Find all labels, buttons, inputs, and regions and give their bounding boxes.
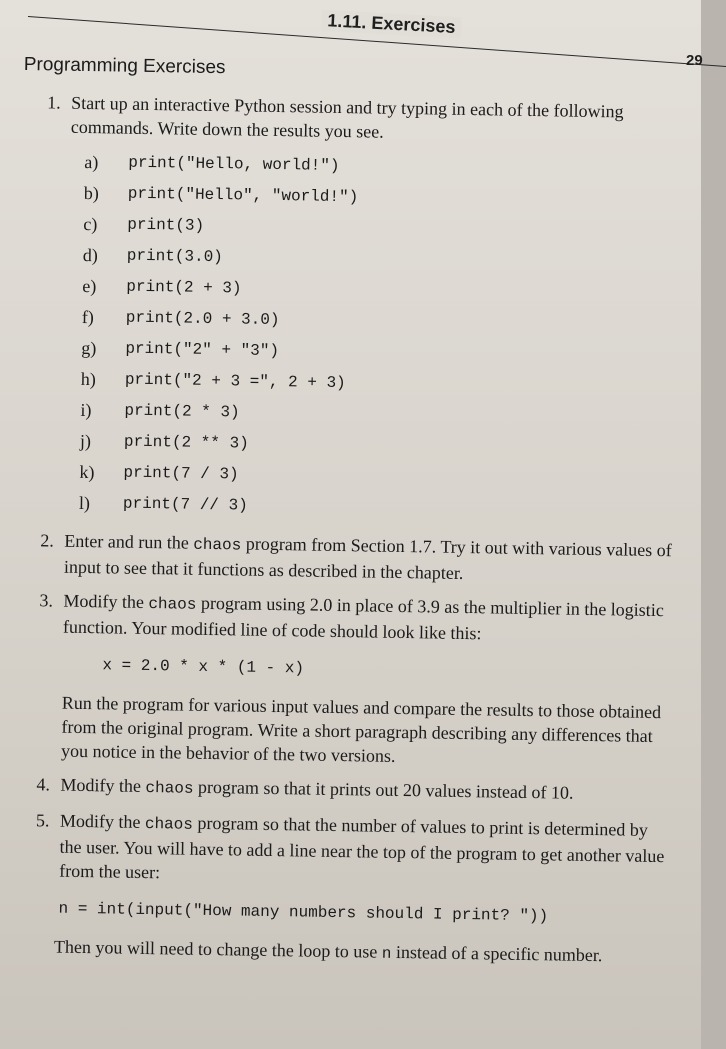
exercise-3 — [13, 588, 676, 772]
item-code: print(3) — [127, 215, 205, 235]
exercise-text — [64, 529, 677, 589]
item-label: i) — [80, 399, 92, 421]
text-run: Modify the — [60, 774, 146, 796]
item-code: print(7 // 3) — [122, 494, 248, 515]
item-code: print(2 + 3) — [126, 277, 242, 298]
exercise-text — [60, 773, 672, 809]
item-code: print("2 + 3 =", 2 + 3) — [124, 370, 346, 393]
exercise-1 — [17, 90, 684, 528]
exercise-number: 4. — [36, 774, 51, 795]
text-run: instead of a specific number. — [391, 941, 603, 966]
running-head: 1.11. Exercises — [321, 10, 462, 38]
text-run: Modify the — [63, 590, 149, 613]
item-label: b) — [83, 182, 99, 204]
text-run: Then you will need to change the loop to use — [53, 936, 383, 962]
text-run: program so that it prints out 20 values instead of 10. — [193, 776, 574, 803]
item-code: print(2.0 + 3.0) — [125, 308, 280, 330]
section-title: Programming Exercises — [23, 54, 226, 79]
exercise-number: 5. — [35, 810, 50, 831]
item-label: g) — [81, 337, 97, 359]
exercise-text — [63, 589, 676, 649]
item-code: print(7 / 3) — [123, 463, 239, 484]
page-number: 29 — [686, 52, 703, 69]
exercise-number: 3. — [39, 590, 54, 611]
exercise-followup: Run the program for various input values and compare the results to those obtained from the original program. Write a short paragraph describing any differences that you notice in the behavior of the two versions. — [60, 692, 662, 766]
exercise-number: 1. — [47, 92, 61, 113]
inline-code: chaos — [193, 535, 242, 555]
text-run: Enter and run the — [64, 530, 194, 553]
item-label: l) — [78, 492, 91, 514]
item-label: k) — [79, 461, 95, 483]
exercise-2 — [16, 528, 677, 588]
item-code: print("2" + "3") — [125, 339, 280, 361]
text-run: program using 2.0 in place of 3.9 as the multiplier in the logistic function. Your modified line of code should look like this: — [62, 592, 664, 644]
item-label: j) — [79, 430, 92, 452]
exercise-followup — [54, 935, 670, 971]
code-line: x = 2.0 * x * (1 - x) — [102, 656, 305, 678]
item-label: c) — [83, 213, 98, 235]
item-code: print(3.0) — [126, 246, 223, 267]
text-run: program so that the number of values to print is determined by the user. You will have to add a line near the top of the program to get another value from the user: — [59, 812, 665, 883]
inline-code: chaos — [144, 814, 194, 834]
text-run: program from Section 1.7. Try it out with various values of input to see that it functions as described in the chapter. — [63, 533, 672, 583]
item-code: print(2 ** 3) — [123, 432, 249, 453]
exercise-number: 2. — [40, 530, 55, 551]
inline-code: n — [381, 944, 392, 963]
exercise-4 — [12, 772, 672, 808]
inline-code: chaos — [145, 778, 194, 798]
code-line: n = int(input("How many numbers should I print? ")) — [58, 899, 549, 926]
page-content — [10, 54, 684, 980]
exercise-text: Start up an interactive Python session and try typing in each of the following commands. Write down the results you see. — [70, 92, 624, 142]
item-label: e) — [82, 275, 97, 297]
item-label: a) — [84, 151, 99, 173]
item-label: h) — [80, 368, 97, 390]
item-code: print(2 * 3) — [124, 401, 240, 422]
command-list — [65, 147, 683, 529]
item-code: print("Hello", "world!") — [127, 184, 359, 207]
exercise-text — [59, 809, 672, 893]
exercise-5 — [10, 808, 672, 970]
inline-code: chaos — [148, 595, 197, 614]
item-code: print("Hello, world!") — [128, 153, 340, 175]
text-run: Modify the — [59, 810, 146, 832]
item-label: f) — [81, 306, 95, 328]
item-label: d) — [82, 244, 99, 266]
